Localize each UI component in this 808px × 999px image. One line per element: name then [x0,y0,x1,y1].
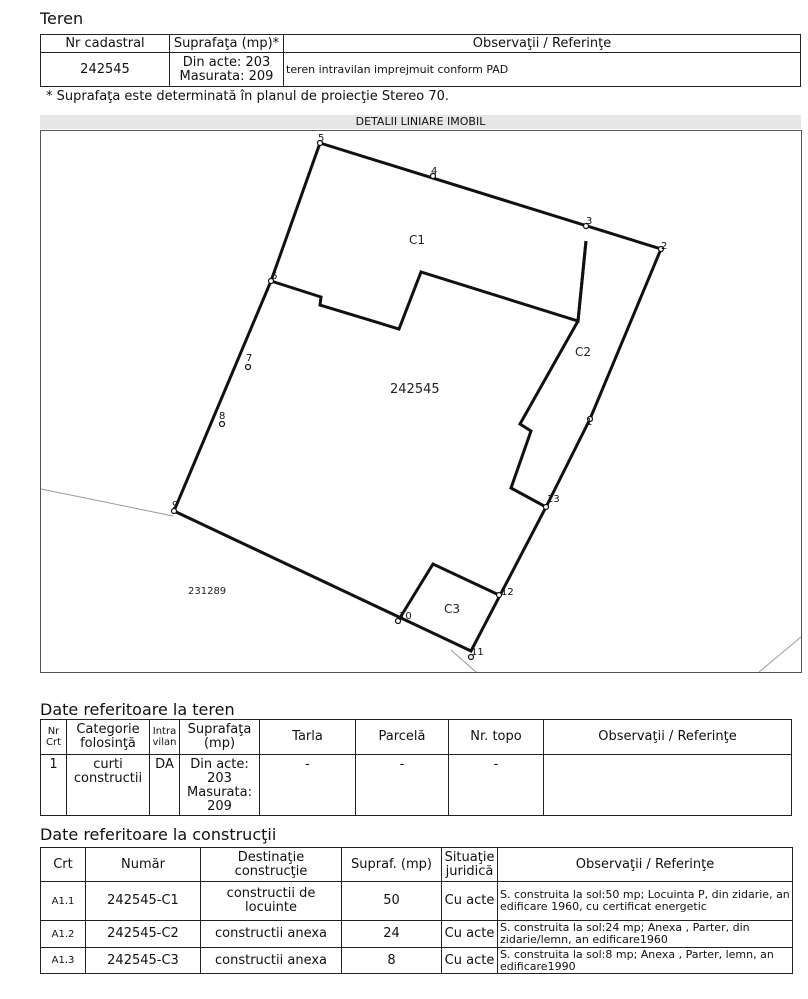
point-label-2: 2 [661,241,668,252]
constructie-supraf: 50 [342,882,442,921]
date-constructii-title: Date referitoare la construcţii [40,825,277,844]
point-label-4: 4 [431,166,438,177]
table-row [41,948,793,974]
header-suprafata: Suprafaţa (mp)* [170,35,284,53]
header-parcela: Parcelă [356,720,449,755]
constructie-observatii: S. construita la sol:50 mp; Locuinta P, din zidarie, an edificare 1960, cu certificat energetic [498,882,793,921]
plan-drawing [40,130,802,673]
date-constructii-table [40,847,793,974]
point-label-3: 3 [586,216,593,227]
teren-row-nr-topo: - [449,755,544,816]
suprafata-acte: Din acte: 203 [182,54,271,70]
point-label-1: 1 [586,417,593,428]
suprafata-masurata: Masurata: 209 [179,68,274,84]
teren-row-categorie: curti constructii [67,755,150,816]
suprafata-cell [170,53,284,87]
teren-row-intravilan: DA [150,755,180,816]
constructie-supraf: 8 [342,948,442,974]
constructie-situatie: Cu acte [442,882,498,921]
header-nr-topo: Nr. topo [449,720,544,755]
constructie-numar: 242545-C1 [86,882,201,921]
building-label-c3: C3 [444,602,461,616]
constructie-crt: A1.1 [41,882,86,921]
table-row [41,921,793,948]
header-supraf: Supraf. (mp) [342,848,442,882]
plan-banner: DETALII LINIARE IMOBIL [40,115,801,129]
teren-row-suprafata-acte: Din acte: 203 [190,757,249,786]
teren-observatii: teren intravilan imprejmuit conform PAD [284,53,801,87]
teren-table [40,34,801,87]
header-suprafata-mp: Suprafaţa (mp) [180,720,260,755]
building-c2-outline [511,241,586,507]
header-destinatie: Destinaţie construcţie [201,848,342,882]
point-label-8: 8 [219,411,226,422]
point-label-10: 10 [399,611,412,622]
teren-row-parcela: - [356,755,449,816]
header-numar: Număr [86,848,201,882]
constructie-observatii: S. construita la sol:8 mp; Anexa , Parter, lemn, an edificare1990 [498,948,793,974]
teren-footnote: * Suprafaţa este determinată în planul de proiecţie Stereo 70. [46,89,450,104]
constructie-destinatie: constructii anexa [201,948,342,974]
teren-row-observatii [544,755,792,816]
header-intravilan: Intra vilan [150,720,180,755]
constructie-crt: A1.3 [41,948,86,974]
date-teren-title: Date referitoare la teren [40,700,235,719]
point-label-7: 7 [246,353,253,364]
neighbor-parcel-label: 231289 [188,586,227,597]
header-situatie: Situaţie juridică [442,848,498,882]
point-label-6: 6 [271,271,278,282]
teren-row-suprafata-masurata: Masurata: 209 [187,785,252,814]
constructie-crt: A1.2 [41,921,86,948]
date-teren-table [40,719,792,816]
building-c1-outline [271,241,586,329]
table-row [41,882,793,921]
constructie-supraf: 24 [342,921,442,948]
constructie-observatii: S. construita la sol:24 mp; Anexa , Parter, din zidarie/lemn, an edificare1960 [498,921,793,948]
point-label-13: 13 [547,494,560,505]
parcel-label: 242545 [390,382,440,397]
teren-title: Teren [40,9,84,28]
nr-cadastral-value: 242545 [41,53,170,87]
header-observatii: Observaţii / Referinţe [284,35,801,53]
header-tarla: Tarla [260,720,356,755]
header-nr-crt: Nr Crt [41,720,67,755]
plan-svg [41,131,801,672]
point-label-11: 11 [471,647,484,658]
constructie-numar: 242545-C2 [86,921,201,948]
point-label-5: 5 [318,133,325,144]
header-crt: Crt [41,848,86,882]
building-label-c1: C1 [409,233,426,247]
constructie-destinatie: constructii anexa [201,921,342,948]
constructie-numar: 242545-C3 [86,948,201,974]
neighbor-boundary-line [759,637,801,672]
point-label-9: 9 [172,500,179,511]
teren-row-tarla: - [260,755,356,816]
header-nr-cadastral: Nr cadastral [41,35,170,53]
header-categorie: Categorie folosinţă [67,720,150,755]
teren-row-suprafata [180,755,260,816]
constructie-situatie: Cu acte [442,921,498,948]
constructie-situatie: Cu acte [442,948,498,974]
point-label-12: 12 [501,587,514,598]
building-label-c2: C2 [575,345,592,359]
neighbor-boundary-line [41,489,173,516]
header-observatii-constructii: Observaţii / Referinţe [498,848,793,882]
constructie-destinatie: constructii de locuinte [201,882,342,921]
header-observatii-teren: Observaţii / Referinţe [544,720,792,755]
teren-row-nr: 1 [41,755,67,816]
